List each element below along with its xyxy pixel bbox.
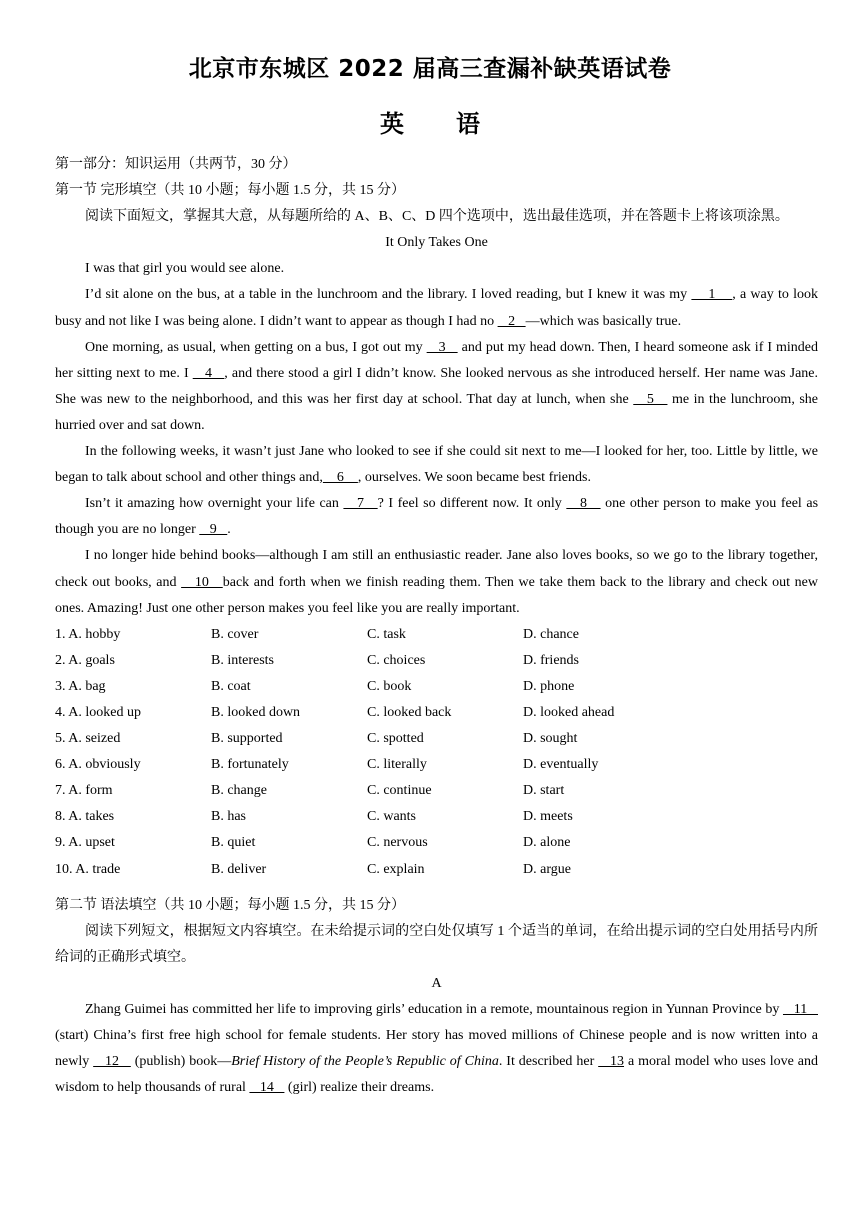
answer-options [55,622,818,883]
blank-13: 13 [598,1054,625,1070]
option-4d: D. looked ahead [523,704,615,720]
option-10c: C. explain [367,861,425,877]
blank-11: 11 [782,1002,818,1017]
subject-char-1: 英 [380,110,404,138]
section2-heading: 第二节 语法填空（共 10 小题；每小题 1.5 分，共 15 分） [55,897,405,913]
option-7a: 7. A. form [55,783,113,799]
blank-8: 8 [566,496,601,512]
blank-2: 2 [497,313,526,329]
option-9a: 9. A. upset [55,835,115,851]
option-1c: C. task [367,626,406,642]
option-3c: C. book [367,678,412,694]
option-10a: 10. A. trade [55,861,121,877]
blank-10: 10 [181,574,223,590]
option-2d: D. friends [523,652,579,668]
blank-6: 6 [322,470,358,486]
option-9d: D. alone [523,835,571,851]
option-1d: D. chance [523,626,579,642]
option-1a: 1. A. hobby [55,626,121,642]
option-7c: C. continue [367,783,432,799]
option-4c: C. looked back [367,704,452,720]
option-4b: B. looked down [211,704,301,720]
option-9c: C. nervous [367,835,428,851]
option-7d: D. start [523,783,565,799]
passage-paragraph-6: I no longer hide behind books—although I am still an enthusiastic reader. Jane also loves books, so we go to the library together, check out books, and 10 back and forth when we finish reading them. Then we take them back to the library and check out new ones. Amazing! Just one other person makes you feel like you are really important. [55,548,819,616]
blank-9: 9 [199,522,228,538]
option-5b: B. supported [211,731,283,747]
option-4a: 4. A. looked up [55,704,141,720]
passage-paragraph-4: In the following weeks, it wasn’t just Jane who looked to see if she could sit next to me—I looked for her, too. Little by little, we began to talk about school and other things and, 6 , ourselves. We soon became best friends. [55,444,818,486]
book-title: Brief History of the People’s Republic of China [231,1054,499,1070]
page-title: 北京市东城区 2022 届高三查漏补缺英语试卷 [188,56,672,82]
passage-paragraph-3: One morning, as usual, when getting on a bus, I got out my 3 and put my head down. Then, I heard someone ask if I minded her sitting next to me. I 4 , and there stood a girl I didn’t know. She looked nervous as she introduced herself. Her name was Jane. She was new to the neighborhood, and this was her first day at school. That day at lunch, when she 5 me in the lunchroom, she hurried over and sat down. [55,339,819,433]
option-9b: B. quiet [211,835,256,851]
option-8a: 8. A. takes [55,809,115,825]
part1-heading: 第一部分：知识运用（共两节，30 分） [55,157,297,172]
option-2a: 2. A. goals [55,652,115,668]
option-3a: 3. A. bag [55,678,106,694]
blank-7: 7 [343,496,378,512]
option-8b: B. has [211,809,246,825]
option-8c: C. wants [367,809,416,825]
option-2b: B. interests [211,652,274,668]
exam-body [55,152,818,1101]
option-6b: B. fortunately [211,757,289,773]
passage-paragraph-2: I’d sit alone on the bus, at a table in the lunchroom and the library. I loved reading, but I knew it was my 1 , a way to look busy and not like I was being alone. I didn’t want to appear as though I had no 2 —which was basically true. [55,287,818,329]
option-6c: C. literally [367,757,427,773]
blank-3: 3 [426,339,458,355]
option-5d: D. sought [523,731,578,747]
section2-instructions: 阅读下列短文，根据短文内容填空。在未给提示词的空白处仅填写 1 个适当的单词，在给出提示词的空白处用括号内所给词的正确形式填空。 [55,923,818,965]
blank-4: 4 [192,365,225,381]
option-5c: C. spotted [367,731,424,747]
blank-12: 12 [93,1054,131,1070]
option-6d: D. eventually [523,757,599,773]
passage-a-paragraph-1: Zhang Guimei has committed her life to improving girls’ education in a remote, mountainous region in Yunnan Province by 11 (start) China’s first free high school for female students. Her story has moved millions of Chinese people and is now written into a newly 12 (publish) book—Brief History of the People’s Republic of China. It described her 13 a moral model who uses love and wisdom to help thousands of rural 14 (girl) realize their dreams. [55,1002,818,1096]
passage-paragraph-5: Isn’t it amazing how overnight your life can 7 ? I feel so different now. It only 8 one other person to make you feel as though you are no longer 9 . [55,496,819,538]
option-10d: D. argue [523,861,571,877]
option-7b: B. change [211,783,267,799]
section1-instructions: 阅读下面短文，掌握其大意，从每题所给的 A、B、C、D 四个选项中，选出最佳选项，并在答题卡上将该项涂黑。 [85,209,789,225]
blank-14: 14 [249,1080,285,1096]
option-3d: D. phone [523,678,575,694]
subject-heading [0,104,860,139]
subject-char-2: 语 [456,110,480,138]
blank-5: 5 [633,391,668,407]
passage-title: It Only Takes One [385,235,488,251]
option-8d: D. meets [523,809,573,825]
option-3b: B. coat [211,678,251,694]
blank-1: 1 [691,287,733,303]
passage-a-label: A [431,975,442,991]
section1-heading: 第一节 完形填空（共 10 小题；每小题 1.5 分，共 15 分） [55,183,405,199]
option-1b: B. cover [211,626,259,642]
option-10b: B. deliver [211,861,267,877]
option-6a: 6. A. obviously [55,757,141,773]
passage-paragraph-1: I was that girl you would see alone. [85,261,285,277]
option-5a: 5. A. seized [55,731,121,747]
option-2c: C. choices [367,652,426,668]
